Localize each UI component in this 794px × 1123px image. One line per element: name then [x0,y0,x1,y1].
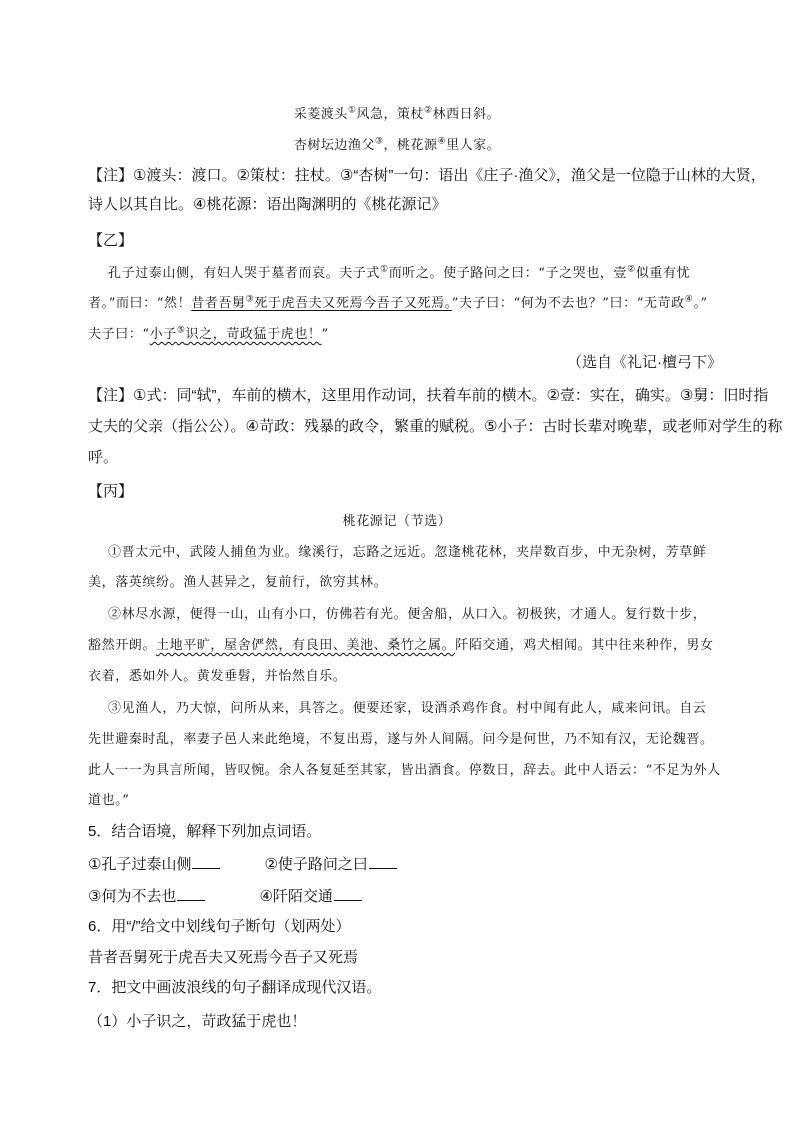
footnote-marker: ① [380,264,389,275]
footnote-marker: ③ [374,136,384,147]
bing-p3-line-4: 道也。” [88,793,130,808]
underlined-sentence [191,296,452,311]
yi-text: 。” [693,296,708,311]
bing-p3-line-3: 此人一一为具言所闻，皆叹惋。余人各复延至其家，皆出酒食。停数日，辞去。此中人语云：“不足为外人 [88,763,721,778]
poem-text: ，桃花源 [383,138,438,153]
wavy-underlined-sentence: 土地平旷，屋舍俨然，有良田、美池、桑竹之属。 [156,638,456,653]
bing-p3-line-1: ③见渔人，乃大惊，问所从来，具答之。便要还家，设酒杀鸡作食。村中闻有此人，咸来问讯。自云 [108,701,707,716]
answer-blank[interactable] [369,854,397,869]
yi-text: 孔子过泰山侧，有妇人哭于墓者而哀。夫子式 [108,266,381,281]
yi-paragraph-line-1 [108,262,690,281]
yi-text: 似重有忧 [635,266,691,281]
underlined-text: 死于虎吾夫又死焉今吾子又死焉。 [254,296,452,311]
section-heading-bing: 【丙】 [88,483,134,500]
yi-note-line-2: 丈夫的父亲（指公公）。④苛政：残暴的政令，繁重的赋税。⑤小子：古时长辈对晚辈，或老师对学生的称 [88,418,783,435]
poem-text: 风急，策杖 [356,107,424,122]
question-6: 6．用“/”给文中划线句子断句（划两处） [88,918,351,935]
footnote-marker: ③ [245,294,255,305]
question-5: 5．结合语境，解释下列加点词语。 [88,823,322,840]
footnote-marker: ② [627,264,636,275]
footnote-marker: ① [347,105,357,116]
wavy-text: 识之，苛政猛于虎也！ [185,327,322,342]
bing-p1-line-2: 美，落英缤纷。渔人甚异之，复前行，欲穷其林。 [88,575,388,590]
question-5-row-1 [88,853,397,874]
answer-blank[interactable] [334,886,362,901]
section-heading-yi: 【乙】 [88,232,134,249]
bing-p2-line-2 [88,634,714,653]
question-7: 7．把文中画波浪线的句子翻译成现代汉语。 [88,979,382,996]
yi-source: （选自《礼记·檀弓下》 [567,354,722,371]
bing-title: 桃花源记（节选） [342,514,452,529]
yi-note-line-3: 呼。 [88,449,119,466]
question-6-text: 昔者吾舅死于虎吾夫又死焉今吾子又死焉 [88,949,359,966]
jia-note-line-1: 【注】①渡头：渡口。②策杖：拄杖。③“杏树”一句：语出《庄子·渔父》，渔父是一位隐于山林的大贤， [88,167,766,184]
footnote-marker: ④ [684,294,694,305]
bing-text: 阡陌交通，鸡犬相闻。其中往来种作，男女 [455,638,714,653]
question-5-row-2 [88,885,362,906]
yi-text: 夫子曰：“ [88,327,150,342]
poem-text: 里人家。 [446,138,501,153]
poem-line-1 [0,103,794,122]
yi-note-line-1: 【注】①式：同“轼”，车前的横木，这里用作动词，扶着车前的横木。②壹：实在，确实。③舅：旧时指 [88,387,769,404]
bing-p3-line-2: 先世避秦时乱，率妻子邑人来此绝境，不复出焉，遂与外人间隔。问今是何世，乃不知有汉，无论魏晋。 [88,732,714,747]
footnote-marker: ⑤ [176,325,186,336]
wavy-text: 小子 [149,327,177,342]
question-7-item-1: （1）小子识之，苛政猛于虎也！ [88,1013,307,1030]
wavy-underlined-sentence [150,327,322,342]
yi-paragraph-line-2 [88,292,708,311]
bing-text: 豁然开朗。 [88,638,157,653]
jia-note-line-2: 诗人以其自比。④桃花源：语出陶渊明的《桃花源记》 [88,196,447,213]
question-5-item-b: ②使子路问之曰 [264,856,368,873]
question-5-item-c: ③何为不去也 [88,888,177,905]
yi-text: 者。”而曰：“然！ [88,296,192,311]
poem-text: 杏树坛边渔父 [293,138,375,153]
yi-paragraph-line-3 [88,323,329,342]
bing-p2-line-3: 衣着，悉如外人。黄发垂髫，并怡然自乐。 [88,669,347,684]
footnote-marker: ② [424,105,433,116]
poem-line-2 [0,134,794,153]
yi-text: 而听之。使子路问之曰：“子之哭也，壹 [388,266,628,281]
poem-text: 林西日斜。 [432,107,501,122]
answer-blank[interactable] [177,886,205,901]
bing-p2-line-1: ②林尽水源，便得一山，山有小口，仿佛若有光。便舍船，从口入。初极狭，才通人。复行数十步， [108,607,707,622]
answer-blank[interactable] [192,854,220,869]
question-5-item-d: ④阡陌交通 [259,888,333,905]
bing-p1-line-1: ①晋太元中，武陵人捕鱼为业。缘溪行，忘路之远近。忽逢桃花林，夹岸数百步，中无杂树，芳草鲜 [108,545,707,560]
footnote-marker: ④ [437,136,447,147]
underlined-text: 昔者吾舅 [191,296,246,311]
yi-text: ”夫子曰：“何为不去也？”曰：“无苛政 [451,296,685,311]
poem-text: 采菱渡头 [293,107,348,122]
yi-text: ” [321,327,329,342]
question-5-item-a: ①孔子过泰山侧 [88,856,192,873]
